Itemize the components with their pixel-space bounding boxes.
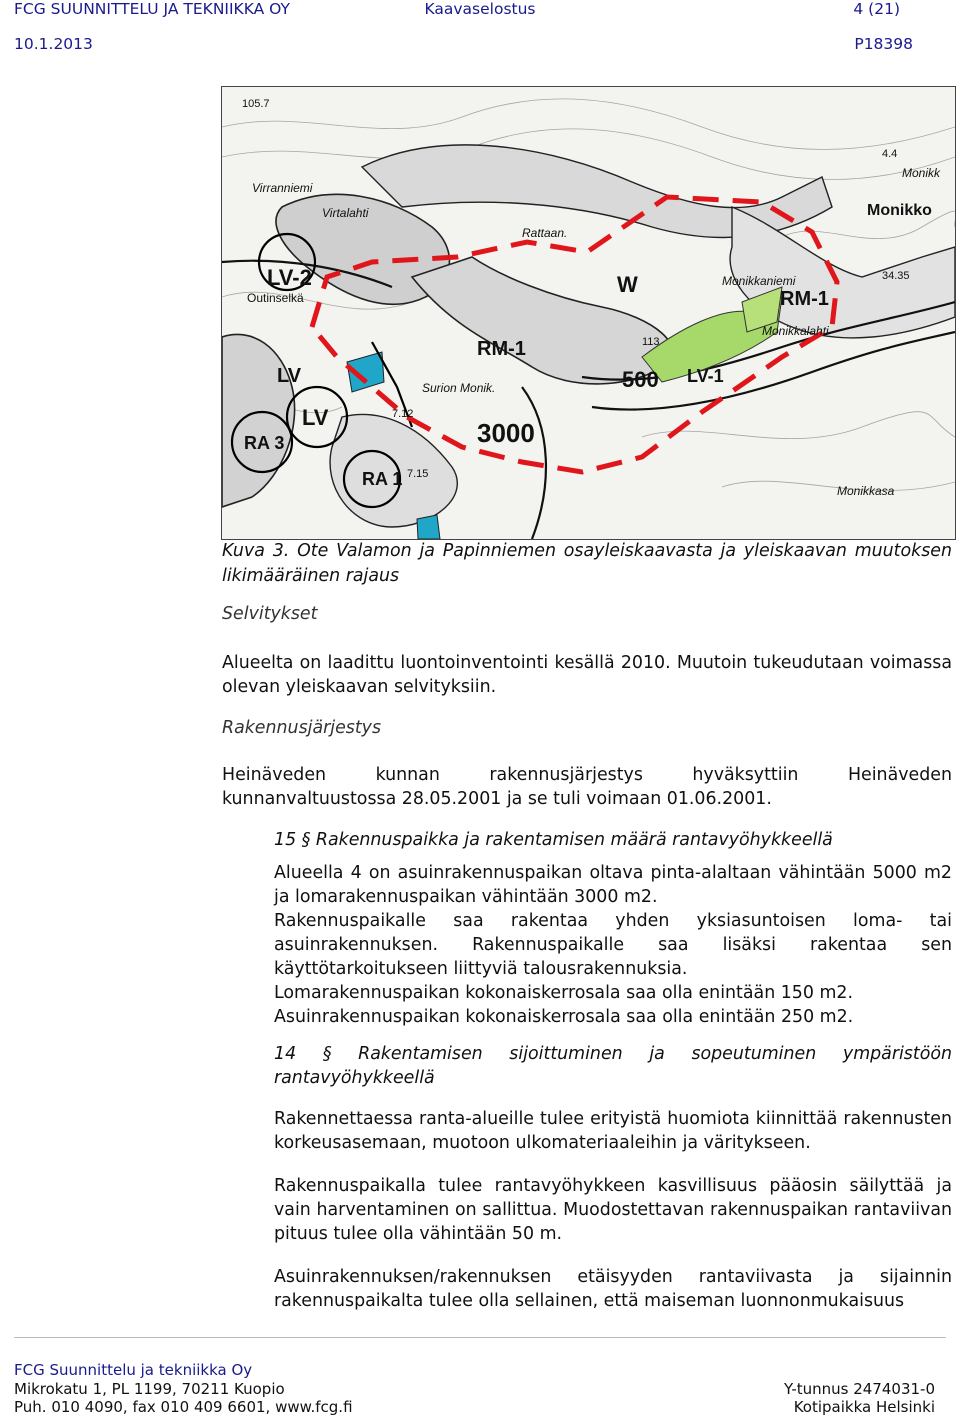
label-elev-6: 7.15: [407, 468, 429, 480]
paragraph-14-heading: 14 § Rakentamisen sijoittuminen ja sopeutuminen ympäristöön rantavyöhykkeellä: [274, 1044, 952, 1088]
selvitykset-heading: Selvitykset: [222, 604, 318, 624]
label-ra1: RA 1: [362, 469, 403, 489]
label-rm1-b: RM-1: [780, 288, 829, 310]
label-w: W: [617, 272, 638, 297]
label-surion: Surion Monik.: [422, 381, 496, 395]
header-date: 10.1.2013: [14, 35, 93, 53]
label-virranniemi: Virranniemi: [252, 181, 313, 195]
header-project: P18398: [854, 35, 913, 53]
paragraph-15-line-1: Alueella 4 on asuinrakennuspaikan oltava pinta-alaltaan vähintään 5000 m2 ja lomarakennuspaikan vähintään 3000 m2.: [274, 863, 952, 907]
footer-contact: Puh. 010 4090, fax 010 409 6601, www.fcg.fi: [14, 1398, 353, 1416]
label-virtalahti: Virtalahti: [322, 206, 369, 220]
header-company: FCG SUUNNITTELU JA TEKNIIKKA OY: [14, 0, 290, 18]
label-monikkaniemi: Monikkaniemi: [722, 274, 796, 288]
label-3000: 3000: [477, 418, 535, 448]
footer-address: Mikrokatu 1, PL 1199, 70211 Kuopio: [14, 1380, 285, 1398]
label-lv-a: LV: [277, 365, 302, 387]
paragraph-14-para-2: Rakennuspaikalla tulee rantavyöhykkeen kasvillisuus pääosin säilyttää ja vain harventaminen on sallittua. Muodostettavan rakennuspaikan rantaviivan pituus tulee olla vähintään 50 m.: [274, 1176, 952, 1244]
label-monikko: Monikko: [867, 202, 932, 219]
footer-ytunnus: Y-tunnus 2474031-0: [783, 1380, 935, 1398]
selvitykset-text: Alueelta on laadittu luontoinventointi kesällä 2010. Muutoin tukeudutaan voimassa olevan yleiskaavan selvityksiin.: [222, 653, 952, 697]
paragraph-14-para-3: Asuinrakennuksen/rakennuksen etäisyyden rantaviivasta ja sijainnin rakennuspaikalta tulee olla sellainen, että maiseman luonnonmukaisuus: [274, 1267, 952, 1311]
label-lv1: LV-1: [687, 366, 724, 386]
label-monikk: Monikk: [902, 166, 941, 180]
header-doc-type: Kaavaselostus: [424, 0, 536, 18]
footer-company: FCG Suunnittelu ja tekniikka Oy: [14, 1361, 253, 1379]
label-ra3: RA 3: [244, 433, 285, 453]
label-elev-2: 113: [642, 336, 660, 348]
label-elev-4: 34.35: [882, 270, 910, 282]
figure-caption: Kuva 3. Ote Valamon ja Papinniemen osayleiskaavasta ja yleiskaavan muutoksen likimääräinen rajaus: [222, 541, 952, 586]
footer-kotipaikka: Kotipaikka Helsinki: [793, 1398, 935, 1416]
label-elev-5: 7.12: [392, 408, 414, 420]
plan-map: [221, 86, 956, 540]
label-elev-1: 105.7: [242, 98, 270, 110]
blue-area-2: [417, 515, 440, 539]
paragraph-15-heading: 15 § Rakennuspaikka ja rakentamisen määrä rantavyöhykkeellä: [274, 830, 833, 850]
paragraph-14-para-1: Rakennettaessa ranta-alueille tulee erityistä huomiota kiinnittää rakennusten korkeusasemaan, muotoon ulkomateriaaleihin ja väritykseen.: [274, 1109, 952, 1153]
paragraph-15-line-2: Rakennuspaikalle saa rakentaa yhden yksiasuntoisen loma- tai asuinrakennuksen. Rakennuspaikalle saa lisäksi rakentaa sen käyttötarkoitukseen liittyviä talousrakennuksia.: [274, 911, 952, 979]
label-lv2: LV-2: [267, 265, 312, 290]
footer-divider: [14, 1337, 946, 1338]
label-monikkalahti: Monikkalahti: [762, 324, 829, 338]
header-page: 4 (21): [853, 0, 900, 18]
label-rattaan: Rattaan.: [522, 226, 568, 240]
label-monikkasa: Monikkasa: [837, 484, 895, 498]
paragraph-15-line-4: Asuinrakennuspaikan kokonaiskerrosala saa olla enintään 250 m2.: [274, 1007, 854, 1027]
label-outinselka: Outinselkä: [247, 291, 304, 305]
label-elev-3: 4.4: [882, 148, 898, 160]
label-rm1-a: RM-1: [477, 338, 526, 360]
rakennusjarjestys-text: Heinäveden kunnan rakennusjärjestys hyväksyttiin Heinäveden kunnanvaltuustossa 28.05.2001 ja se tuli voimaan 01.06.2001.: [222, 765, 952, 809]
label-lv-b: LV: [302, 405, 329, 430]
rakennusjarjestys-heading: Rakennusjärjestys: [222, 718, 382, 738]
label-500: 500: [622, 367, 659, 392]
paragraph-15-line-3: Lomarakennuspaikan kokonaiskerrosala saa olla enintään 150 m2.: [274, 983, 853, 1003]
